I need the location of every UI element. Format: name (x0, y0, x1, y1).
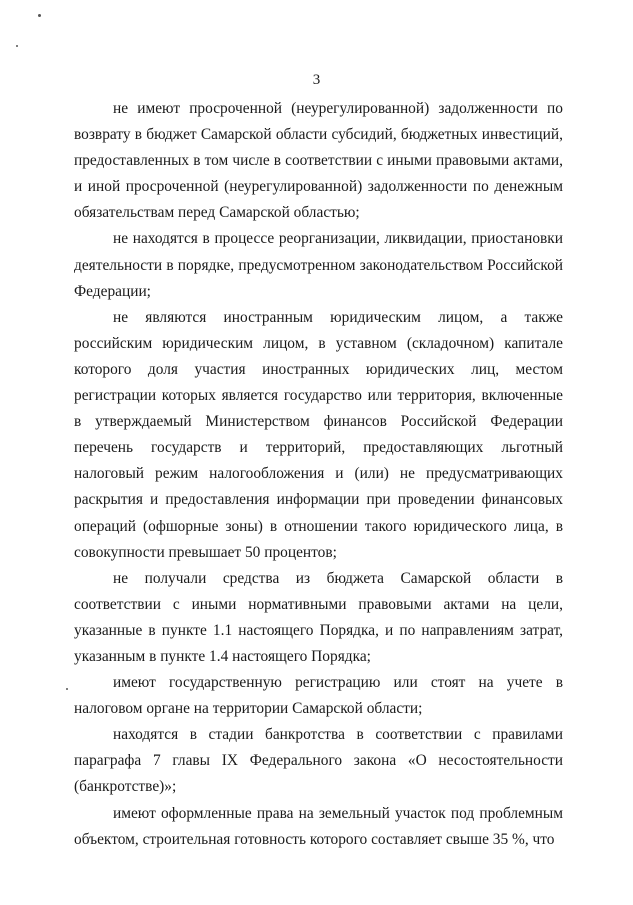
paragraph-no-reorganization: не находятся в процессе реорганизации, ликвидации, приостановки деятельности в порядке, предусмотренном законодательством Российской Федерации; (74, 230, 563, 300)
paragraph-no-overdue-debt: не имеют просроченной (неурегулированной) задолженности по возврату в бюджет Самарской области субсидий, бюджетных инвестиций, предоставленных в том числе в соответствии с иными правовыми актами, и иной просроченной (неурегулированной) задолженности по денежным обязательствам перед Самарской областью; (74, 100, 563, 222)
scan-speck (16, 45, 18, 47)
paragraph-land-rights: имеют оформленные права на земельный участок под проблемным объектом, строительная готовность которого составляет свыше 35 %, что (74, 804, 563, 848)
paragraph-bankruptcy: находятся в стадии банкротства в соответствии с правилами параграфа 7 главы IX Федерального закона «О несостоятельности (банкротстве)»; (74, 726, 563, 796)
paragraph-registration: имеют государственную регистрацию или стоят на учете в налоговом органе на территории Самарской области; (74, 674, 563, 718)
scan-speck (38, 14, 41, 17)
paragraph-not-foreign-entity: не являются иностранным юридическим лицом, а также российским юридическим лицом, в уставном (складочном) капитале которого доля участия иностранных юридических лиц, местом регистрации которых является государство или территория, включенные в утверждаемый Министерством финансов Российской Федерации перечень государств и территорий, предоставляющих льготный налоговый режим налогообложения и (или) не предусматривающих раскрытия и предоставления информации при проведении финансовых операций (офшорные зоны) в отношении такого юридического лица, в совокупности превышает 50 процентов; (74, 308, 563, 561)
paragraph-no-other-funding: не получали средства из бюджета Самарской области в соответствии с иными нормативными правовыми актами на цели, указанные в пункте 1.1 настоящего Порядка, и по направлениям затрат, указанным в пункте 1.4 настоящего Порядка; (74, 569, 563, 665)
scan-speck (66, 688, 68, 690)
page-number: 3 (312, 72, 321, 88)
document-body (74, 96, 563, 853)
